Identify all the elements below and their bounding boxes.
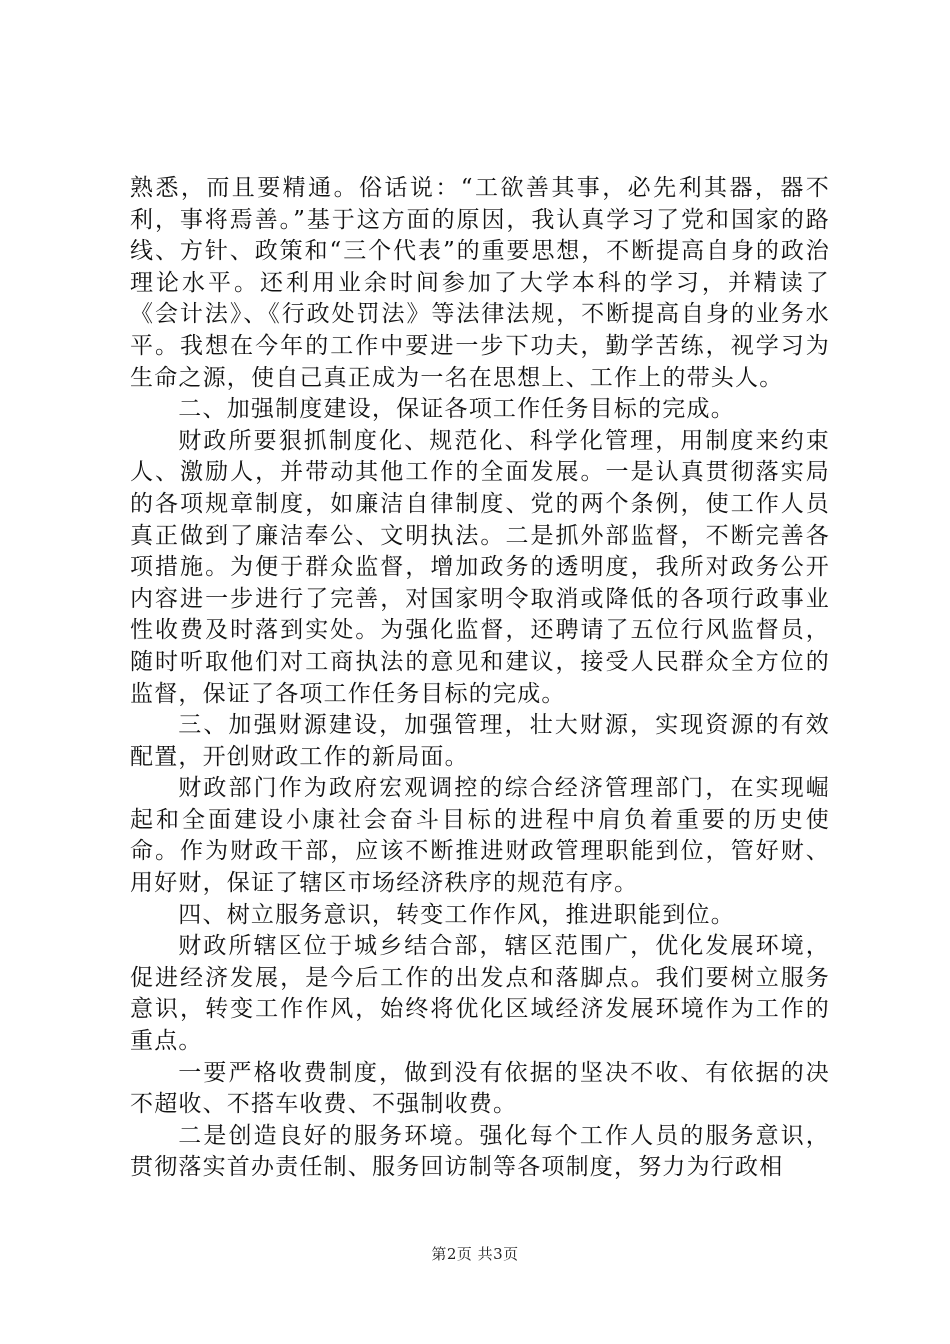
section-heading-3: 三、加强财源建设，加强管理，壮大财源，实现资源的有效配置，开创财政工作的新局面。 bbox=[130, 712, 830, 770]
paragraph: 一要严格收费制度，做到没有依据的坚决不收、有依据的决不超收、不搭车收费、不强制收费。 bbox=[130, 1059, 830, 1118]
document-body bbox=[130, 173, 830, 1184]
paragraph: 熟悉，而且要精通。俗话说：“工欲善其事，必先利其器，器不利，事将焉善。”基于这方面的原因，我认真学习了党和国家的路线、方针、政策和“三个代表”的重要思想，不断提高自身的政治理论水平。还利用业余时间参加了大学本科的学习，并精读了《会计法》、《行政处罚法》等法律法规，不断提高自身的业务水平。我想在今年的工作中要进一步下功夫，勤学苦练，视学习为生命之源，使自己真正成为一名在思想上、工作上的带头人。 bbox=[130, 175, 830, 391]
paragraph: 财政部门作为政府宏观调控的综合经济管理部门，在实现崛起和全面建设小康社会奋斗目标的进程中肩负着重要的历史使命。作为财政干部，应该不断推进财政管理职能到位，管好财、用好财，保证了辖区市场经济秩序的规范有序。 bbox=[130, 775, 830, 897]
section-heading-4: 四、树立服务意识，转变工作作风，推进职能到位。 bbox=[178, 901, 735, 928]
paragraph: 财政所要狠抓制度化、规范化、科学化管理，用制度来约束人、激励人，并带动其他工作的全面发展。一是认真贯彻落实局的各项规章制度，如廉洁自律制度、党的两个条例，使工作人员真正做到了廉洁奉公、文明执法。二是抓外部监督，不断完善各项措施。为便于群众监督，增加政务的透明度，我所对政务公开内容进一步进行了完善，对国家明令取消或降低的各项行政事业性收费及时落到实处。为强化监督，还聘请了五位行风监督员，随时听取他们对工商执法的意见和建议，接受人民群众全方位的监督，保证了各项工作任务目标的完成。 bbox=[130, 427, 830, 707]
section-heading-2: 二、加强制度建设，保证各项工作任务目标的完成。 bbox=[178, 396, 735, 423]
paragraph: 二是创造良好的服务环境。强化每个工作人员的服务意识，贯彻落实首办责任制、服务回访制等各项制度，努力为行政相 bbox=[130, 1122, 830, 1181]
paragraph: 财政所辖区位于城乡结合部，辖区范围广，优化发展环境，促进经济发展，是今后工作的出发点和落脚点。我们要树立服务意识，转变工作作风，始终将优化区域经济发展环境作为工作的重点。 bbox=[130, 933, 830, 1055]
page-number-footer: 第2页 共3页 bbox=[431, 1245, 519, 1263]
